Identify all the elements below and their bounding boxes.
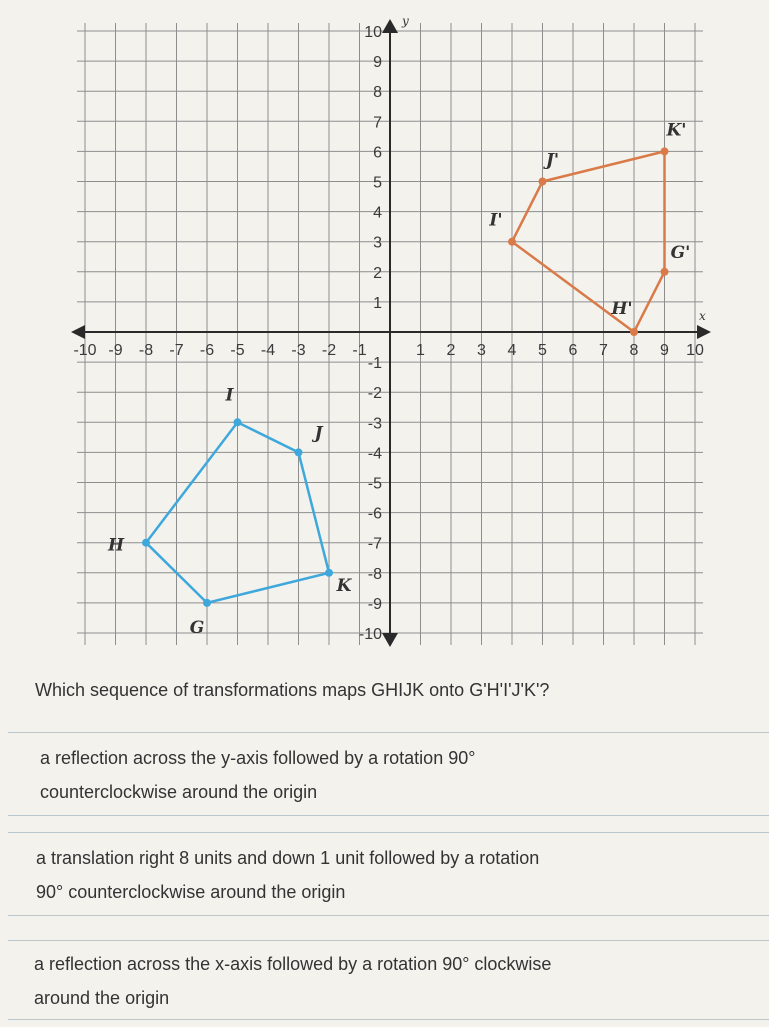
answer-choice-2[interactable] [8,832,769,916]
y-tick-label: -6 [367,505,382,523]
point-G-prime [661,268,669,276]
y-tick-label: 4 [373,204,382,222]
point-K-prime [661,147,669,155]
y-tick-label: -7 [367,535,382,553]
x-tick-label: -3 [291,342,306,359]
x-tick-label: 9 [660,342,669,359]
x-tick-label: -10 [73,342,97,359]
y-tick-label: 10 [364,24,382,41]
y-tick-label: 3 [373,234,382,252]
x-tick-label: 4 [507,342,517,359]
point-K [325,569,333,577]
point-label-J-prime: J' [545,150,560,171]
x-tick-label: 7 [599,342,608,359]
answer-choice-3[interactable] [8,940,769,1020]
x-tick-label: 10 [686,342,704,359]
point-label-K: K [336,575,352,596]
x-tick-label: -5 [230,342,245,359]
point-label-H: H [107,535,125,556]
y-tick-label: -2 [367,385,382,403]
polygons [146,151,665,603]
y-tick-label: 7 [373,114,382,132]
point-label-H-prime: H' [611,299,633,319]
x-axis-label: x [699,309,706,323]
x-tick-label: -8 [138,342,154,359]
x-tick-label: -6 [199,342,215,359]
axes [71,14,711,647]
y-tick-label: -4 [367,445,382,463]
choice-3-line-1: a reflection across the x-axis followed by a rotation 90° clockwise [34,954,552,974]
x-tick-label: -7 [169,342,184,359]
y-tick-label: 2 [373,264,382,282]
y-tick-label: 1 [373,294,382,312]
point-J-prime [539,178,547,186]
x-axis-left-arrow [71,325,85,339]
x-tick-label: 1 [416,342,425,359]
choice-2-line-1: a translation right 8 units and down 1 unit followed by a rotation [36,848,540,868]
x-axis-right-arrow [697,325,711,339]
point-G [203,599,211,607]
choice-2-line-2: 90° counterclockwise around the origin [36,882,346,902]
x-tick-label: -1 [352,342,367,359]
x-tick-label: 3 [477,342,486,359]
point-label-I-prime: I' [489,210,503,231]
x-tick-label: -4 [260,342,276,359]
x-tick-label: 2 [446,342,456,359]
y-tick-label: 9 [373,54,382,72]
point-H [142,539,150,547]
point-label-G: G [189,617,205,638]
y-tick-label: -1 [367,355,382,373]
x-tick-label: -2 [321,342,337,359]
question-text: Which sequence of transformations maps GHIJK onto G'H'I'J'K'? [35,680,550,700]
answer-choice-1[interactable] [8,732,769,816]
y-tick-label: 5 [373,174,382,192]
y-tick-label: -9 [367,595,382,613]
x-tick-label: 5 [538,342,547,359]
y-axis-down-arrow [382,633,398,647]
y-axis-up-arrow [382,19,398,33]
choice-1-line-2: counterclockwise around the origin [40,782,318,802]
point-H-prime [630,328,638,336]
choice-1-line-1: a reflection across the y-axis followed by a rotation 90° [40,748,476,768]
y-tick-label: -3 [367,415,382,433]
y-tick-label: 6 [373,144,382,162]
y-tick-label: -5 [367,475,382,493]
point-I [234,418,242,426]
point-label-G-prime: G' [670,242,691,263]
vertex-points [107,120,690,638]
choice-3-line-2: around the origin [34,988,170,1008]
point-label-K-prime: K' [666,120,687,141]
y-axis-label: y [402,14,409,28]
point-I-prime [508,238,516,246]
y-tick-label: -8 [367,565,382,583]
x-tick-label: 8 [629,342,639,359]
x-tick-label: 6 [568,342,578,359]
y-tick-label: 8 [373,84,382,102]
point-J [295,448,303,456]
point-label-I: I [225,385,234,406]
tick-labels [73,24,704,643]
x-tick-label: -9 [108,342,123,359]
point-label-J: J [314,423,323,444]
y-tick-label: -10 [358,626,382,643]
